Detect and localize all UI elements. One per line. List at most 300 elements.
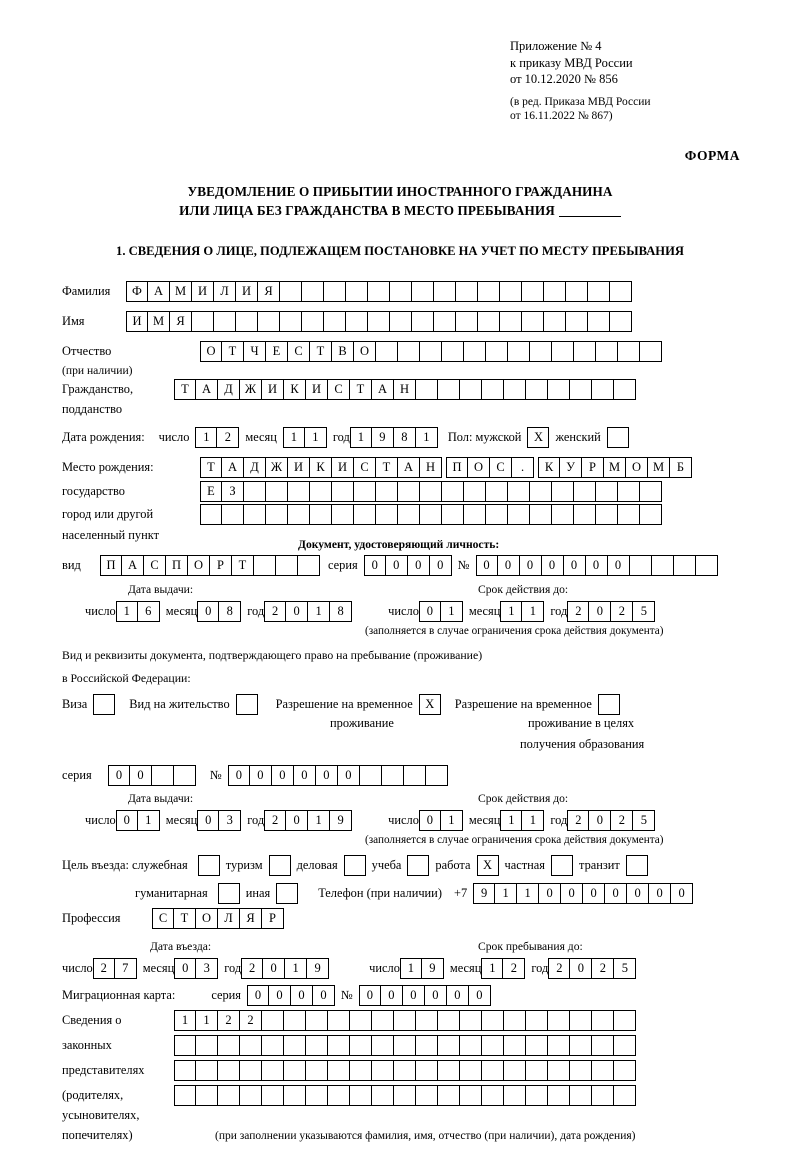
char-cell[interactable]: 0 bbox=[291, 985, 313, 1006]
char-cell[interactable] bbox=[174, 1035, 196, 1056]
char-cell[interactable]: 0 bbox=[130, 765, 152, 786]
char-cell[interactable] bbox=[416, 1085, 438, 1106]
char-cell[interactable] bbox=[652, 555, 674, 576]
char-cell[interactable] bbox=[266, 504, 288, 525]
char-cell[interactable] bbox=[530, 504, 552, 525]
purpose-tourism-checkbox[interactable] bbox=[269, 855, 291, 876]
doc-valid-month-input[interactable] bbox=[500, 601, 544, 622]
char-cell[interactable]: 0 bbox=[364, 555, 386, 576]
char-cell[interactable]: 1 bbox=[481, 958, 503, 979]
char-cell[interactable]: 5 bbox=[633, 601, 655, 622]
char-cell[interactable] bbox=[574, 341, 596, 362]
char-cell[interactable]: 9 bbox=[422, 958, 444, 979]
char-cell[interactable] bbox=[412, 311, 434, 332]
char-cell[interactable] bbox=[526, 1085, 548, 1106]
char-cell[interactable]: Е bbox=[200, 481, 222, 502]
char-cell[interactable] bbox=[420, 341, 442, 362]
char-cell[interactable] bbox=[456, 281, 478, 302]
char-cell[interactable] bbox=[222, 504, 244, 525]
char-cell[interactable] bbox=[416, 1035, 438, 1056]
edu-residence-checkbox[interactable] bbox=[598, 694, 620, 715]
char-cell[interactable]: 1 bbox=[195, 427, 217, 448]
char-cell[interactable]: О bbox=[196, 908, 218, 929]
char-cell[interactable] bbox=[328, 1010, 350, 1031]
char-cell[interactable] bbox=[482, 379, 504, 400]
legal-row-4[interactable] bbox=[174, 1085, 636, 1106]
char-cell[interactable] bbox=[610, 281, 632, 302]
char-cell[interactable]: Т bbox=[174, 379, 196, 400]
char-cell[interactable]: 0 bbox=[627, 883, 649, 904]
char-cell[interactable] bbox=[240, 1060, 262, 1081]
char-cell[interactable]: Б bbox=[670, 457, 692, 478]
char-cell[interactable]: 2 bbox=[217, 427, 239, 448]
char-cell[interactable] bbox=[438, 1085, 460, 1106]
char-cell[interactable]: 3 bbox=[196, 958, 218, 979]
permit-series-input[interactable] bbox=[108, 765, 196, 786]
phone-input[interactable] bbox=[473, 883, 693, 904]
char-cell[interactable] bbox=[310, 481, 332, 502]
char-cell[interactable] bbox=[324, 281, 346, 302]
char-cell[interactable] bbox=[588, 281, 610, 302]
char-cell[interactable] bbox=[240, 1035, 262, 1056]
char-cell[interactable]: 9 bbox=[473, 883, 495, 904]
char-cell[interactable] bbox=[372, 1010, 394, 1031]
char-cell[interactable]: 0 bbox=[605, 883, 627, 904]
doc-issue-day-input[interactable] bbox=[116, 601, 160, 622]
char-cell[interactable]: 1 bbox=[441, 810, 463, 831]
char-cell[interactable] bbox=[460, 1060, 482, 1081]
char-cell[interactable] bbox=[438, 1060, 460, 1081]
char-cell[interactable]: П bbox=[166, 555, 188, 576]
char-cell[interactable]: 0 bbox=[430, 555, 452, 576]
char-cell[interactable]: Р bbox=[582, 457, 604, 478]
char-cell[interactable] bbox=[640, 504, 662, 525]
char-cell[interactable]: 0 bbox=[286, 810, 308, 831]
char-cell[interactable] bbox=[276, 555, 298, 576]
char-cell[interactable] bbox=[508, 504, 530, 525]
entry-month-input[interactable] bbox=[174, 958, 218, 979]
birth-year-input[interactable] bbox=[350, 427, 438, 448]
char-cell[interactable]: 1 bbox=[441, 601, 463, 622]
char-cell[interactable]: 1 bbox=[522, 810, 544, 831]
char-cell[interactable]: 1 bbox=[500, 810, 522, 831]
char-cell[interactable]: 3 bbox=[219, 810, 241, 831]
char-cell[interactable] bbox=[360, 765, 382, 786]
char-cell[interactable] bbox=[196, 1060, 218, 1081]
char-cell[interactable]: 2 bbox=[592, 958, 614, 979]
char-cell[interactable]: С bbox=[152, 908, 174, 929]
char-cell[interactable] bbox=[416, 1010, 438, 1031]
char-cell[interactable] bbox=[504, 379, 526, 400]
char-cell[interactable]: Я bbox=[258, 281, 280, 302]
char-cell[interactable] bbox=[630, 555, 652, 576]
char-cell[interactable] bbox=[350, 1060, 372, 1081]
stay-month-input[interactable] bbox=[481, 958, 525, 979]
char-cell[interactable]: 0 bbox=[403, 985, 425, 1006]
char-cell[interactable]: 5 bbox=[614, 958, 636, 979]
char-cell[interactable]: 2 bbox=[93, 958, 115, 979]
char-cell[interactable]: 1 bbox=[174, 1010, 196, 1031]
char-cell[interactable] bbox=[266, 481, 288, 502]
char-cell[interactable] bbox=[526, 379, 548, 400]
char-cell[interactable]: Я bbox=[170, 311, 192, 332]
char-cell[interactable] bbox=[570, 1060, 592, 1081]
char-cell[interactable] bbox=[592, 379, 614, 400]
char-cell[interactable]: 0 bbox=[476, 555, 498, 576]
char-cell[interactable]: 0 bbox=[586, 555, 608, 576]
char-cell[interactable]: 2 bbox=[611, 601, 633, 622]
char-cell[interactable] bbox=[412, 281, 434, 302]
char-cell[interactable] bbox=[398, 341, 420, 362]
purpose-work-checkbox[interactable]: Х bbox=[477, 855, 499, 876]
char-cell[interactable] bbox=[434, 311, 456, 332]
migration-number-input[interactable] bbox=[359, 985, 491, 1006]
char-cell[interactable] bbox=[530, 481, 552, 502]
permit-number-input[interactable] bbox=[228, 765, 448, 786]
char-cell[interactable] bbox=[548, 379, 570, 400]
birth-day-input[interactable] bbox=[195, 427, 239, 448]
char-cell[interactable]: 0 bbox=[197, 810, 219, 831]
char-cell[interactable] bbox=[324, 311, 346, 332]
char-cell[interactable]: 0 bbox=[520, 555, 542, 576]
char-cell[interactable] bbox=[262, 1085, 284, 1106]
char-cell[interactable] bbox=[464, 481, 486, 502]
char-cell[interactable]: 0 bbox=[649, 883, 671, 904]
patronymic-input[interactable] bbox=[200, 341, 662, 362]
migration-series-input[interactable] bbox=[247, 985, 335, 1006]
char-cell[interactable]: 2 bbox=[611, 810, 633, 831]
char-cell[interactable] bbox=[438, 1035, 460, 1056]
char-cell[interactable] bbox=[306, 1060, 328, 1081]
char-cell[interactable] bbox=[526, 1060, 548, 1081]
char-cell[interactable] bbox=[368, 311, 390, 332]
char-cell[interactable]: Т bbox=[222, 341, 244, 362]
char-cell[interactable] bbox=[640, 341, 662, 362]
char-cell[interactable] bbox=[284, 1085, 306, 1106]
char-cell[interactable] bbox=[486, 504, 508, 525]
char-cell[interactable] bbox=[486, 341, 508, 362]
char-cell[interactable]: Т bbox=[310, 341, 332, 362]
sex-female-checkbox[interactable] bbox=[607, 427, 629, 448]
char-cell[interactable] bbox=[376, 341, 398, 362]
char-cell[interactable]: И bbox=[126, 311, 148, 332]
birth-state-input[interactable] bbox=[200, 457, 692, 478]
char-cell[interactable] bbox=[592, 1085, 614, 1106]
char-cell[interactable] bbox=[376, 504, 398, 525]
char-cell[interactable]: 0 bbox=[263, 958, 285, 979]
char-cell[interactable]: Ж bbox=[266, 457, 288, 478]
char-cell[interactable]: 0 bbox=[338, 765, 360, 786]
char-cell[interactable] bbox=[438, 379, 460, 400]
char-cell[interactable]: 0 bbox=[447, 985, 469, 1006]
char-cell[interactable] bbox=[574, 481, 596, 502]
char-cell[interactable]: Т bbox=[200, 457, 222, 478]
char-cell[interactable] bbox=[486, 481, 508, 502]
char-cell[interactable] bbox=[482, 1085, 504, 1106]
char-cell[interactable] bbox=[592, 1035, 614, 1056]
char-cell[interactable]: 1 bbox=[138, 810, 160, 831]
citizenship-input[interactable] bbox=[174, 379, 636, 400]
char-cell[interactable] bbox=[482, 1060, 504, 1081]
char-cell[interactable]: А bbox=[122, 555, 144, 576]
char-cell[interactable]: 0 bbox=[250, 765, 272, 786]
char-cell[interactable]: 1 bbox=[500, 601, 522, 622]
char-cell[interactable]: 0 bbox=[589, 601, 611, 622]
entry-year-input[interactable] bbox=[241, 958, 329, 979]
char-cell[interactable] bbox=[674, 555, 696, 576]
char-cell[interactable] bbox=[280, 281, 302, 302]
char-cell[interactable] bbox=[570, 379, 592, 400]
char-cell[interactable] bbox=[522, 281, 544, 302]
char-cell[interactable] bbox=[310, 504, 332, 525]
char-cell[interactable] bbox=[548, 1085, 570, 1106]
char-cell[interactable]: Т bbox=[376, 457, 398, 478]
purpose-humanitarian-checkbox[interactable] bbox=[218, 883, 240, 904]
char-cell[interactable]: 2 bbox=[503, 958, 525, 979]
char-cell[interactable]: У bbox=[560, 457, 582, 478]
char-cell[interactable] bbox=[244, 504, 266, 525]
char-cell[interactable]: 6 bbox=[138, 601, 160, 622]
char-cell[interactable] bbox=[548, 1035, 570, 1056]
char-cell[interactable] bbox=[478, 281, 500, 302]
char-cell[interactable] bbox=[526, 1010, 548, 1031]
sex-male-checkbox[interactable]: Х bbox=[527, 427, 549, 448]
char-cell[interactable] bbox=[552, 341, 574, 362]
char-cell[interactable] bbox=[152, 765, 174, 786]
char-cell[interactable] bbox=[696, 555, 718, 576]
char-cell[interactable]: Т bbox=[232, 555, 254, 576]
char-cell[interactable]: 1 bbox=[522, 601, 544, 622]
char-cell[interactable] bbox=[404, 765, 426, 786]
char-cell[interactable]: 2 bbox=[241, 958, 263, 979]
char-cell[interactable] bbox=[394, 1085, 416, 1106]
char-cell[interactable] bbox=[442, 504, 464, 525]
char-cell[interactable] bbox=[288, 481, 310, 502]
char-cell[interactable]: Р bbox=[262, 908, 284, 929]
char-cell[interactable]: Н bbox=[394, 379, 416, 400]
char-cell[interactable] bbox=[218, 1085, 240, 1106]
char-cell[interactable]: 9 bbox=[307, 958, 329, 979]
char-cell[interactable]: О bbox=[354, 341, 376, 362]
char-cell[interactable] bbox=[398, 504, 420, 525]
char-cell[interactable]: 1 bbox=[416, 427, 438, 448]
char-cell[interactable]: 0 bbox=[425, 985, 447, 1006]
char-cell[interactable] bbox=[420, 481, 442, 502]
char-cell[interactable] bbox=[618, 504, 640, 525]
char-cell[interactable]: П bbox=[446, 457, 468, 478]
char-cell[interactable]: 0 bbox=[408, 555, 430, 576]
char-cell[interactable] bbox=[372, 1035, 394, 1056]
char-cell[interactable] bbox=[530, 341, 552, 362]
char-cell[interactable] bbox=[566, 311, 588, 332]
char-cell[interactable]: 1 bbox=[283, 427, 305, 448]
stay-year-input[interactable] bbox=[548, 958, 636, 979]
char-cell[interactable] bbox=[306, 1035, 328, 1056]
char-cell[interactable]: К bbox=[538, 457, 560, 478]
char-cell[interactable]: И bbox=[332, 457, 354, 478]
char-cell[interactable]: 9 bbox=[372, 427, 394, 448]
char-cell[interactable]: Я bbox=[240, 908, 262, 929]
legal-row-2[interactable] bbox=[174, 1035, 636, 1056]
char-cell[interactable] bbox=[174, 1085, 196, 1106]
purpose-transit-checkbox[interactable] bbox=[626, 855, 648, 876]
char-cell[interactable] bbox=[346, 281, 368, 302]
char-cell[interactable]: 1 bbox=[495, 883, 517, 904]
char-cell[interactable]: И bbox=[236, 281, 258, 302]
char-cell[interactable] bbox=[508, 481, 530, 502]
char-cell[interactable]: И bbox=[306, 379, 328, 400]
char-cell[interactable] bbox=[614, 1010, 636, 1031]
char-cell[interactable]: 1 bbox=[308, 601, 330, 622]
permit-valid-month-input[interactable] bbox=[500, 810, 544, 831]
char-cell[interactable] bbox=[614, 1060, 636, 1081]
char-cell[interactable] bbox=[434, 281, 456, 302]
doc-valid-day-input[interactable] bbox=[419, 601, 463, 622]
char-cell[interactable]: 1 bbox=[308, 810, 330, 831]
char-cell[interactable]: Л bbox=[214, 281, 236, 302]
char-cell[interactable] bbox=[332, 481, 354, 502]
char-cell[interactable]: М bbox=[604, 457, 626, 478]
char-cell[interactable] bbox=[570, 1085, 592, 1106]
char-cell[interactable]: 8 bbox=[219, 601, 241, 622]
char-cell[interactable]: 1 bbox=[400, 958, 422, 979]
char-cell[interactable] bbox=[328, 1035, 350, 1056]
char-cell[interactable] bbox=[570, 1035, 592, 1056]
char-cell[interactable] bbox=[548, 1010, 570, 1031]
char-cell[interactable]: 1 bbox=[350, 427, 372, 448]
char-cell[interactable] bbox=[552, 481, 574, 502]
doc-issue-year-input[interactable] bbox=[264, 601, 352, 622]
birth-city-input[interactable] bbox=[200, 481, 662, 502]
char-cell[interactable] bbox=[394, 1060, 416, 1081]
char-cell[interactable] bbox=[552, 504, 574, 525]
char-cell[interactable]: О bbox=[200, 341, 222, 362]
char-cell[interactable] bbox=[596, 504, 618, 525]
char-cell[interactable] bbox=[570, 1010, 592, 1031]
char-cell[interactable] bbox=[482, 1035, 504, 1056]
char-cell[interactable] bbox=[368, 281, 390, 302]
char-cell[interactable] bbox=[350, 1085, 372, 1106]
char-cell[interactable] bbox=[390, 281, 412, 302]
char-cell[interactable]: Т bbox=[174, 908, 196, 929]
char-cell[interactable]: 8 bbox=[330, 601, 352, 622]
char-cell[interactable] bbox=[456, 311, 478, 332]
char-cell[interactable] bbox=[332, 504, 354, 525]
char-cell[interactable]: 0 bbox=[542, 555, 564, 576]
char-cell[interactable]: О bbox=[626, 457, 648, 478]
surname-input[interactable] bbox=[126, 281, 632, 302]
char-cell[interactable]: 0 bbox=[228, 765, 250, 786]
char-cell[interactable]: С bbox=[490, 457, 512, 478]
char-cell[interactable]: 2 bbox=[264, 810, 286, 831]
permit-issue-month-input[interactable] bbox=[197, 810, 241, 831]
entry-day-input[interactable] bbox=[93, 958, 137, 979]
char-cell[interactable]: К bbox=[284, 379, 306, 400]
char-cell[interactable] bbox=[284, 1035, 306, 1056]
char-cell[interactable] bbox=[200, 504, 222, 525]
birth-month-input[interactable] bbox=[283, 427, 327, 448]
char-cell[interactable]: 0 bbox=[386, 555, 408, 576]
char-cell[interactable] bbox=[174, 1060, 196, 1081]
char-cell[interactable]: 0 bbox=[564, 555, 586, 576]
char-cell[interactable] bbox=[214, 311, 236, 332]
char-cell[interactable]: 1 bbox=[285, 958, 307, 979]
char-cell[interactable]: 0 bbox=[108, 765, 130, 786]
char-cell[interactable]: Ч bbox=[244, 341, 266, 362]
char-cell[interactable]: 7 bbox=[115, 958, 137, 979]
char-cell[interactable]: 8 bbox=[394, 427, 416, 448]
char-cell[interactable]: 0 bbox=[313, 985, 335, 1006]
char-cell[interactable]: 0 bbox=[316, 765, 338, 786]
permit-issue-year-input[interactable] bbox=[264, 810, 352, 831]
char-cell[interactable] bbox=[354, 481, 376, 502]
char-cell[interactable] bbox=[306, 1010, 328, 1031]
visa-checkbox[interactable] bbox=[93, 694, 115, 715]
char-cell[interactable] bbox=[426, 765, 448, 786]
char-cell[interactable] bbox=[504, 1085, 526, 1106]
char-cell[interactable] bbox=[544, 281, 566, 302]
char-cell[interactable] bbox=[262, 1035, 284, 1056]
char-cell[interactable]: Д bbox=[218, 379, 240, 400]
char-cell[interactable]: 0 bbox=[419, 601, 441, 622]
char-cell[interactable] bbox=[236, 311, 258, 332]
char-cell[interactable] bbox=[618, 481, 640, 502]
char-cell[interactable]: Е bbox=[266, 341, 288, 362]
char-cell[interactable]: 2 bbox=[567, 810, 589, 831]
char-cell[interactable] bbox=[592, 1010, 614, 1031]
char-cell[interactable]: 1 bbox=[196, 1010, 218, 1031]
char-cell[interactable] bbox=[640, 481, 662, 502]
doc-series-input[interactable] bbox=[364, 555, 452, 576]
char-cell[interactable] bbox=[526, 1035, 548, 1056]
char-cell[interactable]: 0 bbox=[608, 555, 630, 576]
char-cell[interactable] bbox=[416, 1060, 438, 1081]
char-cell[interactable] bbox=[284, 1010, 306, 1031]
residence-permit-checkbox[interactable] bbox=[236, 694, 258, 715]
char-cell[interactable] bbox=[504, 1010, 526, 1031]
char-cell[interactable]: А bbox=[196, 379, 218, 400]
char-cell[interactable] bbox=[460, 1010, 482, 1031]
char-cell[interactable] bbox=[438, 1010, 460, 1031]
permit-issue-day-input[interactable] bbox=[116, 810, 160, 831]
char-cell[interactable]: 0 bbox=[272, 765, 294, 786]
purpose-other-checkbox[interactable] bbox=[276, 883, 298, 904]
char-cell[interactable]: 0 bbox=[419, 810, 441, 831]
char-cell[interactable] bbox=[328, 1085, 350, 1106]
char-cell[interactable] bbox=[504, 1035, 526, 1056]
char-cell[interactable] bbox=[192, 311, 214, 332]
purpose-official-checkbox[interactable] bbox=[198, 855, 220, 876]
char-cell[interactable]: С bbox=[328, 379, 350, 400]
char-cell[interactable]: Ф bbox=[126, 281, 148, 302]
char-cell[interactable] bbox=[350, 1010, 372, 1031]
char-cell[interactable] bbox=[460, 1085, 482, 1106]
char-cell[interactable] bbox=[464, 504, 486, 525]
char-cell[interactable]: О bbox=[468, 457, 490, 478]
char-cell[interactable]: 0 bbox=[294, 765, 316, 786]
char-cell[interactable]: И bbox=[192, 281, 214, 302]
char-cell[interactable] bbox=[618, 341, 640, 362]
char-cell[interactable]: 0 bbox=[247, 985, 269, 1006]
char-cell[interactable] bbox=[240, 1085, 262, 1106]
char-cell[interactable] bbox=[478, 311, 500, 332]
char-cell[interactable] bbox=[566, 281, 588, 302]
char-cell[interactable]: 1 bbox=[305, 427, 327, 448]
char-cell[interactable] bbox=[610, 311, 632, 332]
char-cell[interactable] bbox=[596, 341, 618, 362]
char-cell[interactable]: Р bbox=[210, 555, 232, 576]
char-cell[interactable]: Т bbox=[350, 379, 372, 400]
